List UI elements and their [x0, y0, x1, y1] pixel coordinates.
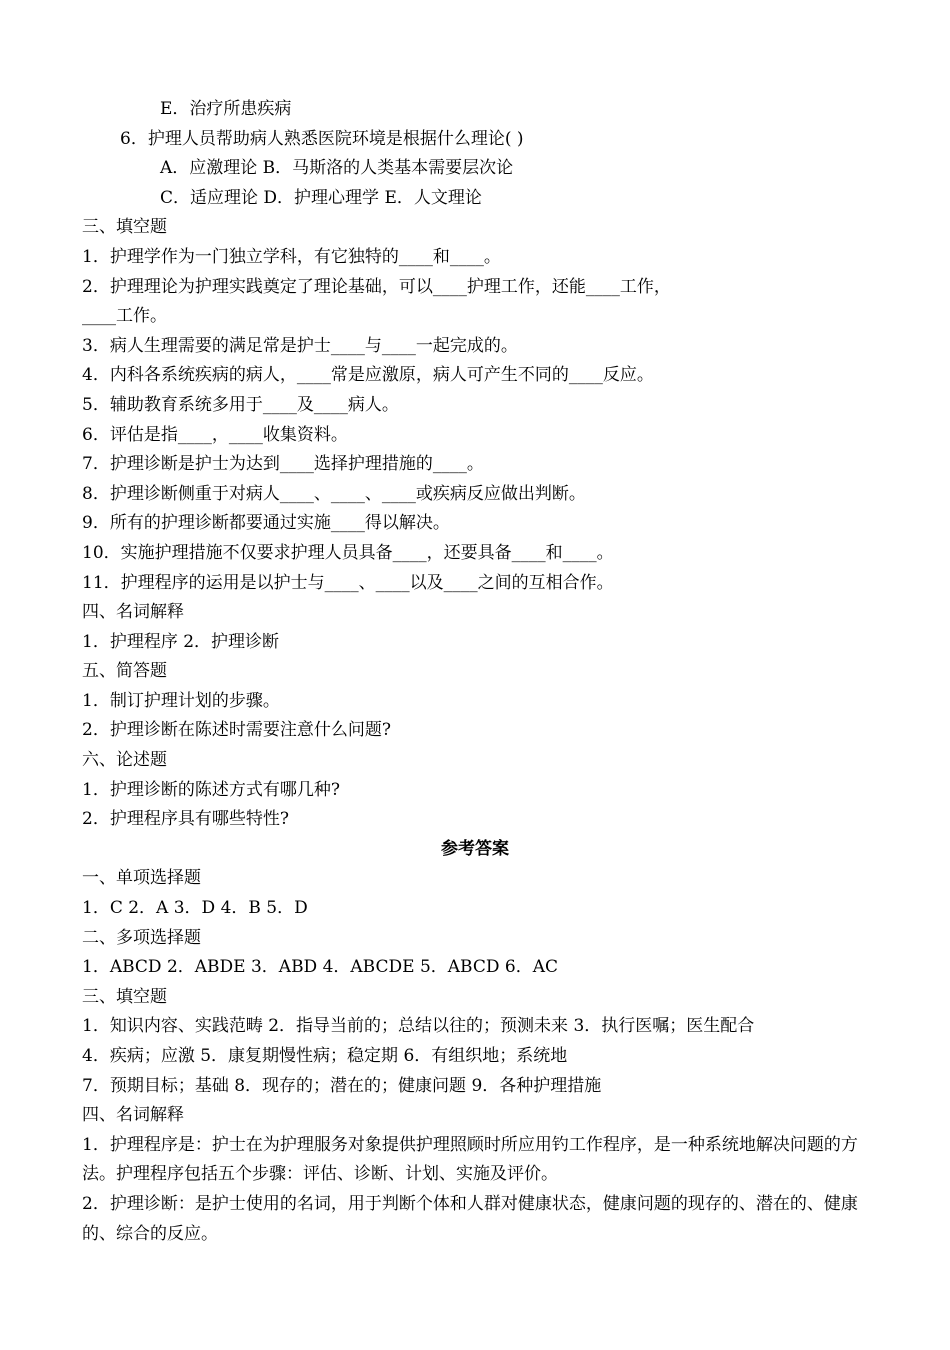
- section-title: 一、单项选择题: [82, 868, 201, 889]
- question-line: 6．护理人员帮助病人熟悉医院环境是根据什么理论( ): [120, 128, 524, 149]
- section-title: 二、多项选择题: [82, 927, 201, 948]
- option-line: A．应激理论 B．马斯洛的人类基本需要层次论: [160, 158, 514, 179]
- section-title: 四、名词解释: [82, 602, 184, 623]
- short-question: 2．护理诊断在陈述时需要注意什么问题?: [82, 720, 391, 741]
- fill-question: 9．所有的护理诊断都要通过实施____得以解决。: [82, 513, 450, 534]
- answer-line: 1．ABCD 2．ABDE 3．ABD 4．ABCDE 5．ABCD 6．AC: [82, 957, 558, 978]
- fill-question: 2．护理理论为护理实践奠定了理论基础，可以____护理工作，还能____工作，: [82, 276, 671, 297]
- essay-question: 2．护理程序具有哪些特性?: [82, 809, 289, 830]
- answers-heading: 参考答案: [441, 838, 509, 859]
- fill-question: 11．护理程序的运用是以护士与____、____以及____之间的互相合作。: [82, 572, 614, 593]
- answer-line: 1．知识内容、实践范畴 2．指导当前的；总结以往的；预测未来 3．执行医嘱；医生配合: [82, 1016, 755, 1037]
- fill-question: 1．护理学作为一门独立学科，有它独特的____和____。: [82, 246, 501, 267]
- answer-paragraph: 1．护理程序是：护士在为护理服务对象提供护理照顾时所应用钓工作程序，是一种系统地解决问题的方法。护理程序包括五个步骤：评估、诊断、计划、实施及评价。: [82, 1134, 858, 1185]
- short-question: 1．制订护理计划的步骤。: [82, 690, 280, 711]
- section-title: 五、简答题: [82, 661, 167, 682]
- option-line: E．治疗所患疾病: [160, 99, 292, 119]
- section-title: 四、名词解释: [82, 1105, 184, 1126]
- option-line: C．适应理论 D．护理心理学 E．人文理论: [160, 187, 482, 208]
- answer-paragraph: 2．护理诊断：是护士使用的名词，用于判断个体和人群对健康状态，健康问题的现存的、潜在的、健康的、综合的反应。: [82, 1193, 858, 1244]
- fill-question: 7．护理诊断是护士为达到____选择护理措施的____。: [82, 454, 484, 475]
- fill-question: 10．实施护理措施不仅要求护理人员具备____，还要具备____和____。: [82, 542, 614, 563]
- section-title: 六、论述题: [82, 750, 167, 771]
- term-questions: 1．护理程序 2．护理诊断: [82, 631, 280, 652]
- section-title: 三、填空题: [82, 217, 167, 238]
- fill-question: ____工作。: [82, 306, 167, 327]
- answer-line: 7．预期目标；基础 8．现存的；潜在的；健康问题 9．各种护理措施: [82, 1075, 602, 1096]
- fill-question: 4．内科各系统疾病的病人，____常是应激原，病人可产生不同的____反应。: [82, 365, 654, 386]
- fill-question: 5．辅助教育系统多用于____及____病人。: [82, 394, 399, 415]
- section-title: 三、填空题: [82, 986, 167, 1007]
- fill-question: 8．护理诊断侧重于对病人____、____、____或疾病反应做出判断。: [82, 483, 586, 504]
- fill-question: 6．评估是指____，____收集资料。: [82, 424, 348, 445]
- answer-line: 1．C 2．A 3．D 4．B 5．D: [82, 898, 308, 919]
- answer-line: 4．疾病；应激 5．康复期慢性病；稳定期 6．有组织地；系统地: [82, 1046, 568, 1066]
- essay-question: 1．护理诊断的陈述方式有哪几种?: [82, 779, 340, 800]
- document-page: [0, 95, 950, 1249]
- fill-question: 3．病人生理需要的满足常是护士____与____一起完成的。: [82, 335, 518, 356]
